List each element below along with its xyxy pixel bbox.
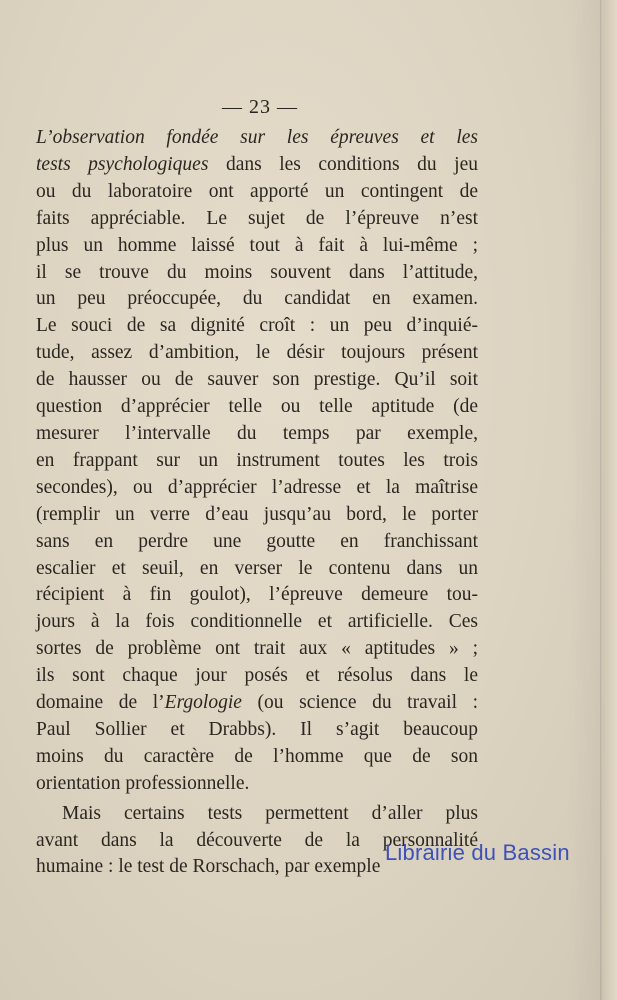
italic-text: Ergologie [164,692,242,714]
text-line [36,152,478,179]
body-text [36,125,478,881]
text-line: question d’apprécier telle ou telle aptitude (de [36,396,478,418]
text-line: ils sont chaque jour posés et résolus dans le [36,665,478,687]
page-number: — 23 — [222,96,298,118]
text-line: ou du laboratoire ont apporté un contingent de [36,180,478,202]
text-line: Mais certains tests permettent d’aller plus [62,802,478,824]
text-run: domaine de l’ [36,692,165,714]
italic-text: tests psychologiques [36,153,209,175]
text-line: escalier et seuil, en verser le contenu dans un [36,557,478,579]
text-line [36,690,478,717]
bookseller-watermark: Librairie du Bassin [385,840,570,865]
text-line: sans en perdre une goutte en franchissant [36,530,478,552]
text-line: faits appréciable. Le sujet de l’épreuve n’est [36,207,478,229]
text-line: tude, assez d’ambition, le désir toujours présent [36,342,478,364]
text-line [36,125,478,152]
text-line: Le souci de sa dignité croît : un peu d’inquié- [36,315,478,337]
text-line: il se trouve du moins souvent dans l’attitude, [36,261,478,283]
text-line: un peu préoccupée, du candidat en examen. [36,288,478,310]
text-line: récipient à fin goulot), l’épreuve demeure tou- [36,584,478,606]
text-line: plus un homme laissé tout à fait à lui-même ; [36,234,478,256]
text-run: dans les conditions du jeu [208,153,478,175]
paragraph-1 [36,125,478,798]
text-line: (remplir un verre d’eau jusqu’au bord, le porter [36,503,478,525]
text-line: jours à la fois conditionnelle et artificielle. Ces [36,611,478,633]
text-line: Paul Sollier et Drabbs). Il s’agit beaucoup [36,718,478,740]
text-run: (ou science du travail : [241,692,478,714]
text-line: humaine : le test de Rorschach, par exemple [36,856,381,878]
text-line: orientation professionnelle. [36,772,250,794]
text-line: mesurer l’intervalle du temps par exemple, [36,422,478,444]
text-line: moins du caractère de l’homme que de son [36,745,478,767]
text-line: de hausser ou de sauver son prestige. Qu’il soit [36,369,478,391]
page-edge [603,0,617,1000]
text-line: avant dans la découverte de la personnalité [36,829,478,851]
text-line: secondes), ou d’apprécier l’adresse et la maîtrise [36,476,478,498]
text-line: en frappant sur un instrument toutes les trois [36,449,478,471]
italic-text: L’observation fondée sur les épreuves et les [36,127,478,148]
text-line: sortes de problème ont trait aux « aptitudes » ; [36,638,478,660]
